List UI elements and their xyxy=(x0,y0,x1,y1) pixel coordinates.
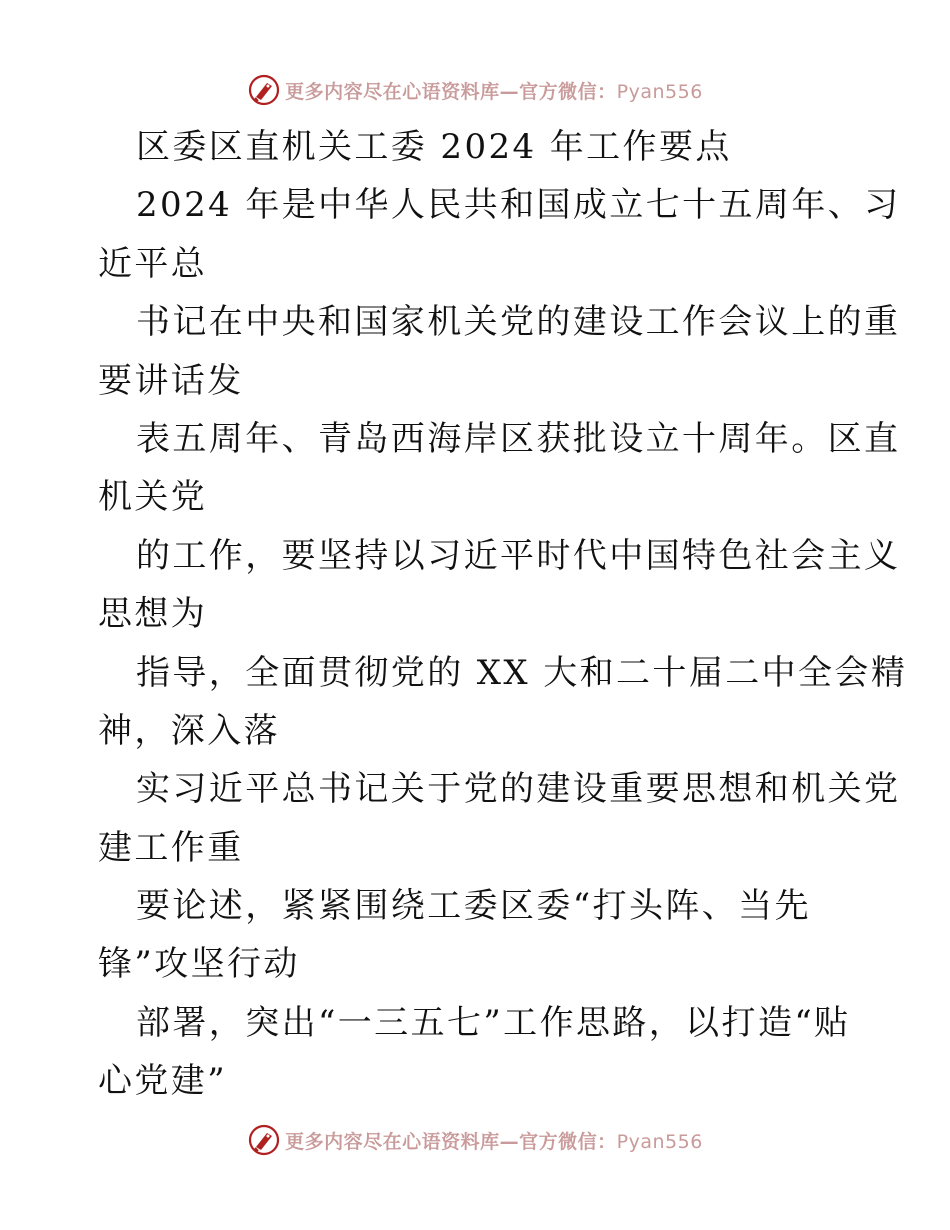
watermark-banner-bottom xyxy=(0,1120,950,1160)
pen-nib-logo-icon xyxy=(247,1123,281,1157)
paragraph-line: 要论述，紧紧围绕工委区委“打头阵、当先 xyxy=(136,886,811,927)
document-body xyxy=(98,118,908,1111)
paragraph-line: 要讲话发 xyxy=(98,360,244,401)
document-title: 区委区直机关工委 2024 年工作要点 xyxy=(136,127,732,167)
paragraph-line: 指导，全面贯彻党的 XX 大和二十届二中全会精 xyxy=(136,652,908,693)
paragraph-line: 表五周年、青岛西海岸区获批设立十周年。区直 xyxy=(136,418,901,459)
paragraph-line: 心党建” xyxy=(98,1061,227,1102)
paragraph-line: 神，深入落 xyxy=(98,710,280,751)
watermark-text: 更多内容尽在心语资料库—官方微信： xyxy=(285,1130,617,1153)
watermark-banner-top xyxy=(0,70,950,110)
paragraph-line: 书记在中央和国家机关党的建设工作会议上的重 xyxy=(136,302,901,343)
paragraph-line: 机关党 xyxy=(98,477,208,518)
pen-nib-logo-icon xyxy=(247,73,281,107)
paragraph-line: 2024 年是中华人民共和国成立七十五周年、习 xyxy=(136,185,901,226)
paragraph-line: 锋”攻坚行动 xyxy=(98,944,300,985)
watermark-text: 更多内容尽在心语资料库—官方微信： xyxy=(285,80,617,103)
paragraph-line: 实习近平总书记关于党的建设重要思想和机关党 xyxy=(136,769,901,810)
paragraph-line: 建工作重 xyxy=(98,827,244,868)
paragraph-line: 部署，突出“一三五七”工作思路，以打造“贴 xyxy=(136,1002,851,1043)
paragraph-line: 的工作，要坚持以习近平时代中国特色社会主义 xyxy=(136,535,901,576)
paragraph-line: 近平总 xyxy=(98,243,208,284)
watermark-wechat-id: Pyan556 xyxy=(616,1130,703,1153)
watermark-wechat-id: Pyan556 xyxy=(616,80,703,103)
paragraph-line: 思想为 xyxy=(98,594,208,635)
